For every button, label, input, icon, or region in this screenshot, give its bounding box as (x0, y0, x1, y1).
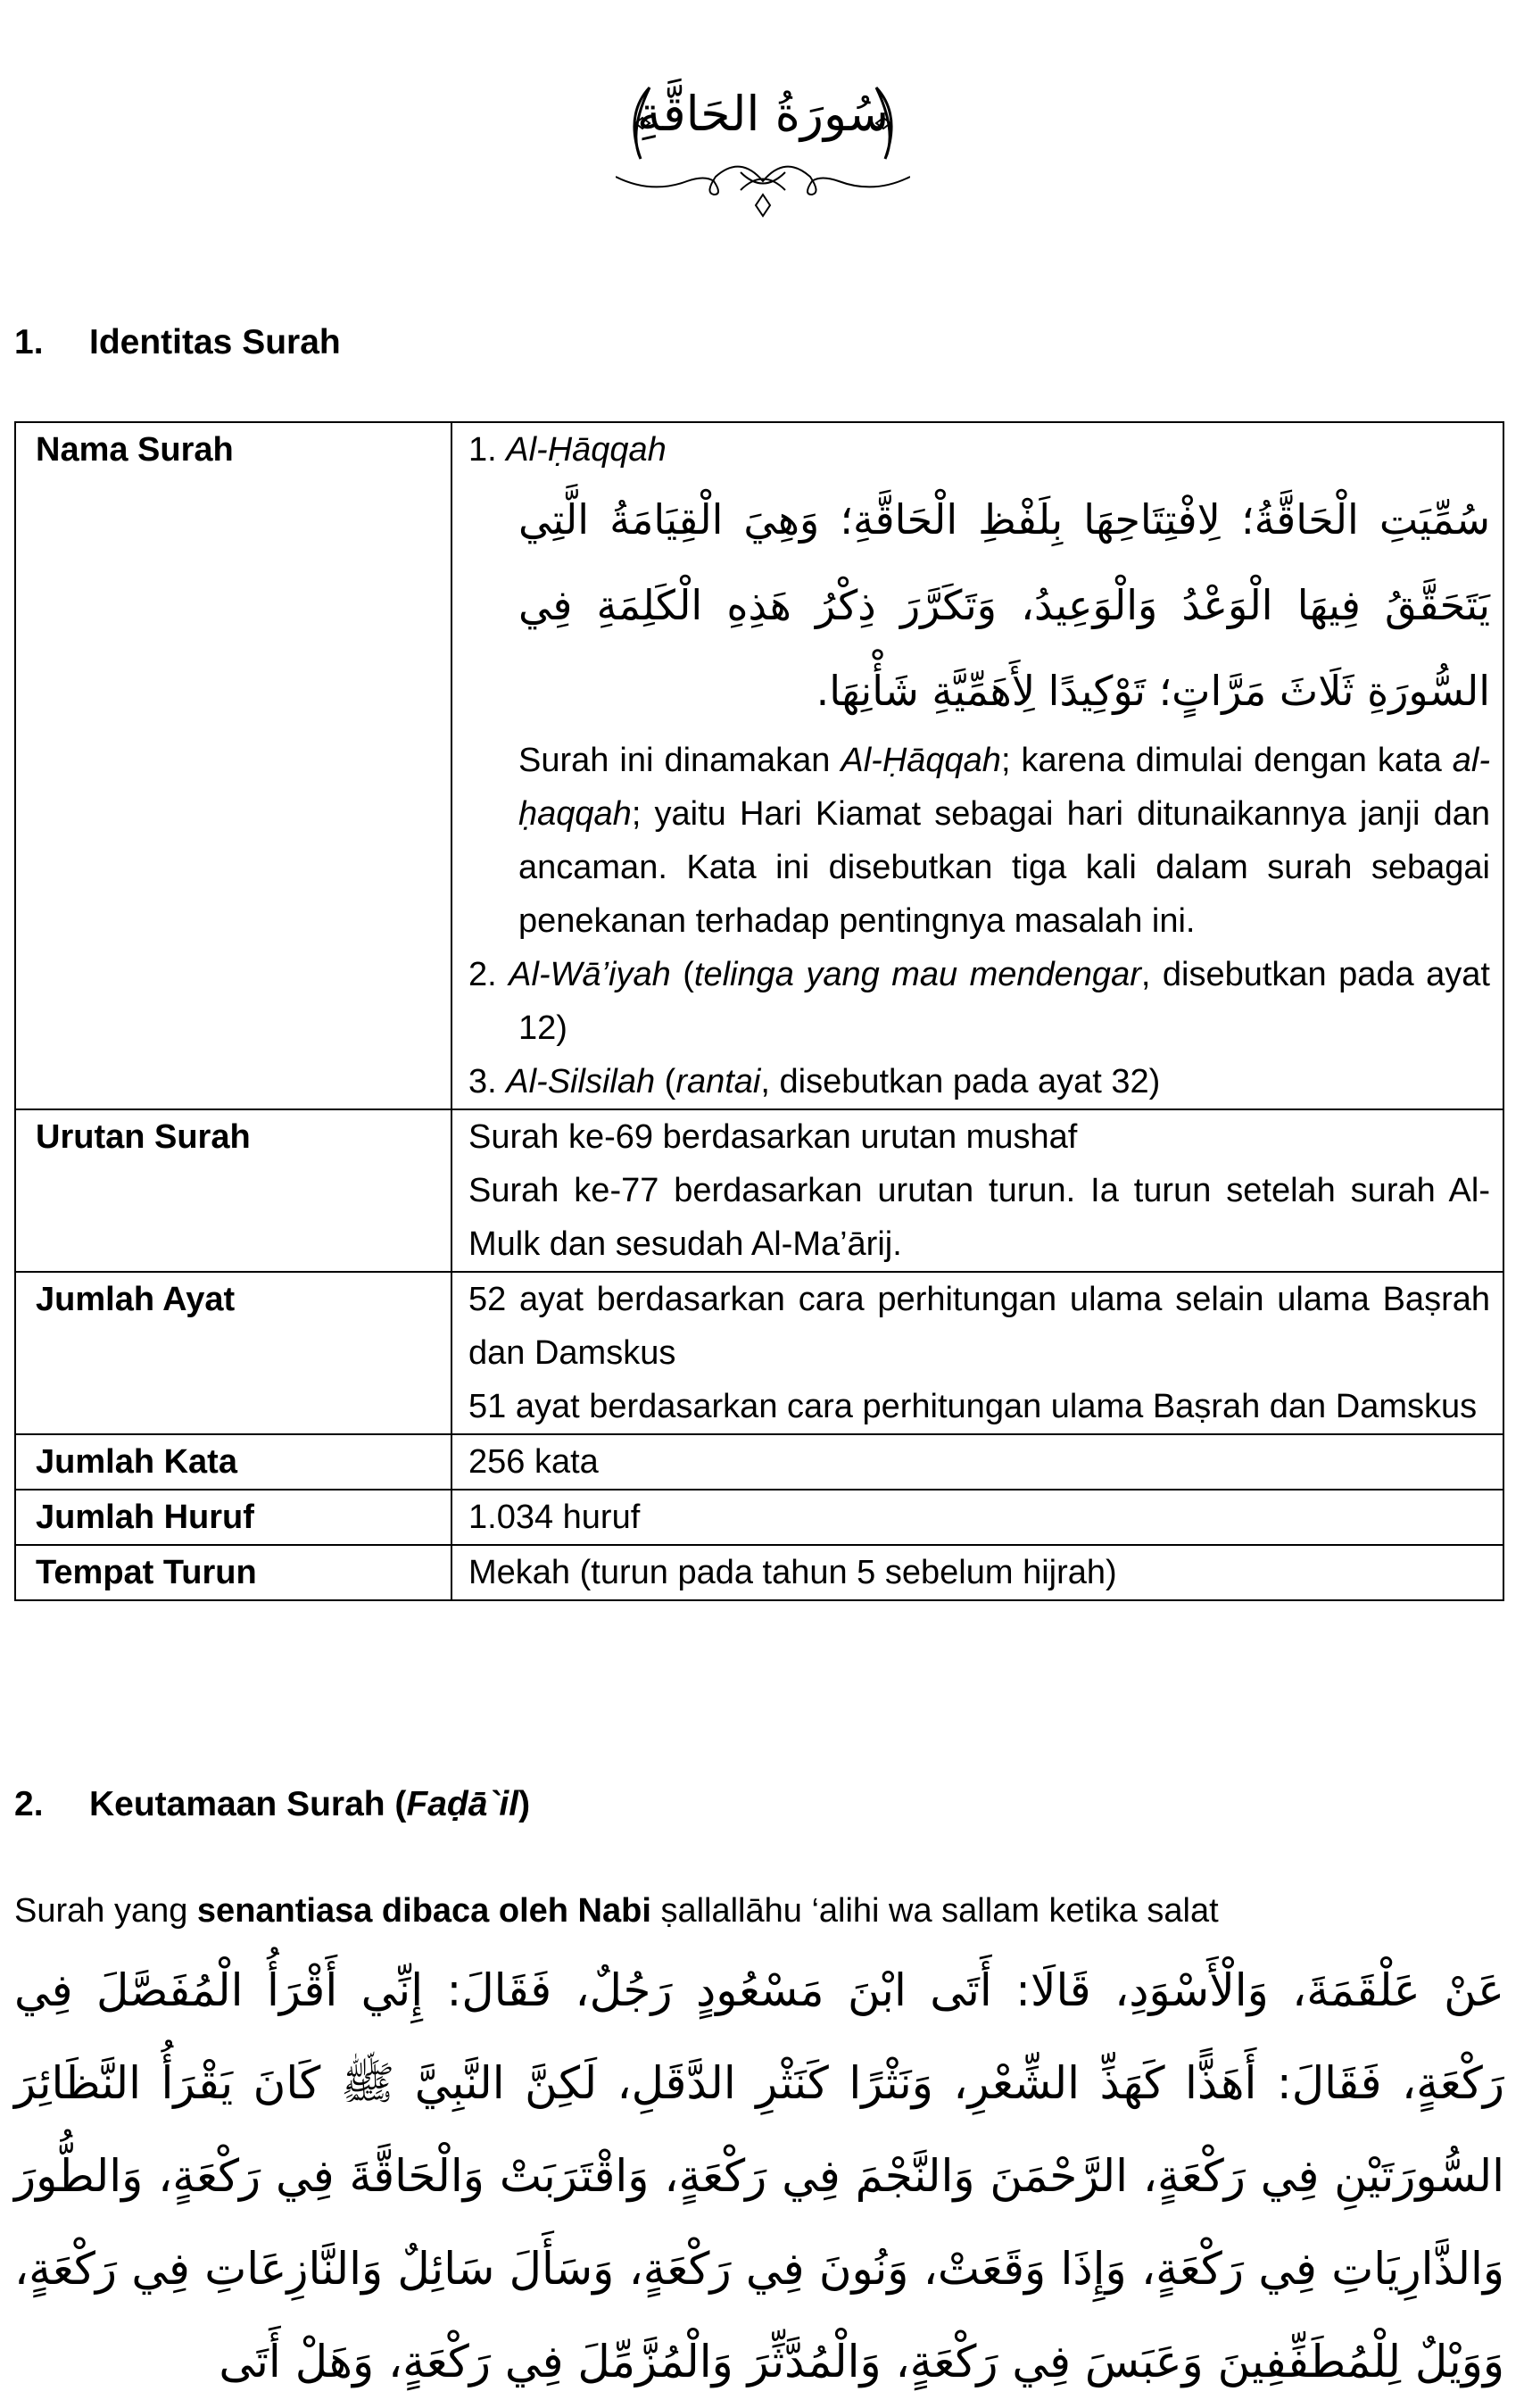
surah-title-arabic: سُورَةُ الحَاقَّةِ (636, 86, 890, 142)
section-title-close: ) (518, 1785, 531, 1823)
item-meaning: rantai (675, 1063, 761, 1100)
row-label: Jumlah Ayat (15, 1272, 451, 1434)
italic-term: Al-Ḥāqqah (841, 742, 1001, 779)
text: Surah yang (14, 1892, 197, 1930)
item-number: 1. (468, 431, 497, 469)
row-value-tempat: Mekah (turun pada tahun 5 sebelum hijrah) (451, 1545, 1503, 1600)
name-item-1 (468, 423, 1490, 477)
item-number: 3. (468, 1063, 497, 1100)
row-value-ayat (451, 1272, 1503, 1434)
table-row-tempat-turun (15, 1545, 1503, 1600)
item-name: Al-Wā’iyah (509, 956, 671, 993)
section-number: 1. (14, 323, 44, 361)
value-line: 52 ayat berdasarkan cara perhitungan ulama selain ulama Baṣrah dan Damskus (468, 1281, 1490, 1372)
item-meaning: telinga yang mau mendengar (693, 956, 1141, 993)
item-name: Al-Silsilah (506, 1063, 656, 1100)
section-heading-keutamaan (14, 1785, 530, 1824)
row-label: Jumlah Huruf (15, 1490, 451, 1545)
row-value-urutan (451, 1109, 1503, 1272)
row-label: Jumlah Kata (15, 1434, 451, 1490)
bold-text: senantiasa dibaca oleh Nabi (196, 1892, 651, 1930)
text: ; karena dimulai dengan kata (1000, 742, 1453, 779)
row-value-nama (451, 422, 1503, 1109)
section-title: Keutamaan Surah ( (89, 1785, 407, 1823)
item-number: 2. (468, 956, 497, 993)
item-name: Al-Ḥāqqah (506, 431, 667, 469)
table-row-jumlah-kata (15, 1434, 1503, 1490)
row-label: Nama Surah (15, 422, 451, 1109)
indonesian-explanation (468, 734, 1490, 948)
arabic-explanation: سُمِّيَتِ الْحَاقَّةُ؛ لِافْتِتَاحِهَا بِلَفْظِ الْحَاقَّةِ؛ وَهِيَ الْقِيَامَةُ الَّتِي يَتَحَقَّقُ فِيهَا الْوَعْدُ وَالْوَعِيدُ، وَتَكَرَّرَ ذِكْرُ هَذِهِ الْكَلِمَةِ فِي السُّورَةِ ثَلَاثَ مَرَّاتٍ؛ تَوْكِيدًا لِأَهَمِّيَّةِ شَأْنِهَا. (518, 495, 1490, 715)
name-item-2 (468, 948, 1490, 1055)
identity-table (14, 421, 1504, 1601)
text: ( (655, 1063, 676, 1100)
section-heading-identitas (14, 323, 341, 362)
row-label: Tempat Turun (15, 1545, 451, 1600)
table-row-urutan-surah (15, 1109, 1503, 1272)
value-line: 51 ayat berdasarkan cara perhitungan ulama Baṣrah dan Damskus (468, 1388, 1478, 1425)
text: Surah ini dinamakan (518, 742, 841, 779)
table-row-nama-surah (15, 422, 1503, 1109)
section-title-italic: Faḍā`il (406, 1785, 519, 1823)
table-row-jumlah-ayat (15, 1272, 1503, 1434)
row-label: Urutan Surah (15, 1109, 451, 1272)
text: , disebutkan pada ayat 12) (518, 956, 1490, 1047)
name-item-3 (468, 1055, 1490, 1109)
value-line: Surah ke-69 berdasarkan urutan mushaf (468, 1118, 1078, 1156)
value-line: Surah ke-77 berdasarkan urutan turun. Ia turun setelah surah Al-Mulk dan sesudah Al-Ma’ārij. (468, 1172, 1490, 1263)
table-row-jumlah-huruf (15, 1490, 1503, 1545)
text: ( (670, 956, 694, 993)
keutamaan-intro (14, 1892, 1513, 1931)
text: ; yaitu Hari Kiamat sebagai hari ditunaikannya janji dan ancaman. Kata ini disebutkan tiga kali dalam surah sebagai penekanan terhadap pentingnya masalah ini. (518, 795, 1490, 940)
hadith-arabic-text: عَنْ عَلْقَمَةَ، وَالْأَسْوَدِ، قَالَا: أَتَى ابْنَ مَسْعُودٍ رَجُلٌ، فَقَالَ: إِنِّي أَقْرَأُ الْمُفَصَّلَ فِي رَكْعَةٍ، فَقَالَ: أَهَذًّا كَهَذِّ الشِّعْرِ، وَنَثْرًا كَنَثْرِ الدَّقَلِ، لَكِنَّ النَّبِيَّ ﷺ كَانَ يَقْرَأُ النَّظَائِرَ السُّورَتَيْنِ فِي رَكْعَةٍ، الرَّحْمَنَ وَالنَّجْمَ فِي رَكْعَةٍ، وَاقْتَرَبَتْ وَالْحَاقَّةَ فِي رَكْعَةٍ، وَالطُّورَ وَالذَّارِيَاتِ فِي رَكْعَةٍ، وَإِذَا وَقَعَتْ، وَنُونَ فِي رَكْعَةٍ، وَسَأَلَ سَائِلٌ وَالنَّازِعَاتِ فِي رَكْعَةٍ، وَوَيْلٌ لِلْمُطَفِّفِينَ وَعَبَسَ فِي رَكْعَةٍ، وَالْمُدَّثِّرَ وَالْمُزَّمِّلَ فِي رَكْعَةٍ، وَهَلْ أَتَى (14, 1964, 1504, 2387)
row-value-kata: 256 kata (451, 1434, 1503, 1490)
text: ṣallallāhu ‘alihi wa sallam ketika salat (650, 1892, 1219, 1930)
section-number: 2. (14, 1785, 44, 1823)
italic-term: al-ḥaqqah (518, 742, 1491, 833)
row-value-huruf: 1.034 huruf (451, 1490, 1503, 1545)
section-title: Identitas Surah (89, 323, 341, 361)
text: , disebutkan pada ayat 32) (760, 1063, 1161, 1100)
